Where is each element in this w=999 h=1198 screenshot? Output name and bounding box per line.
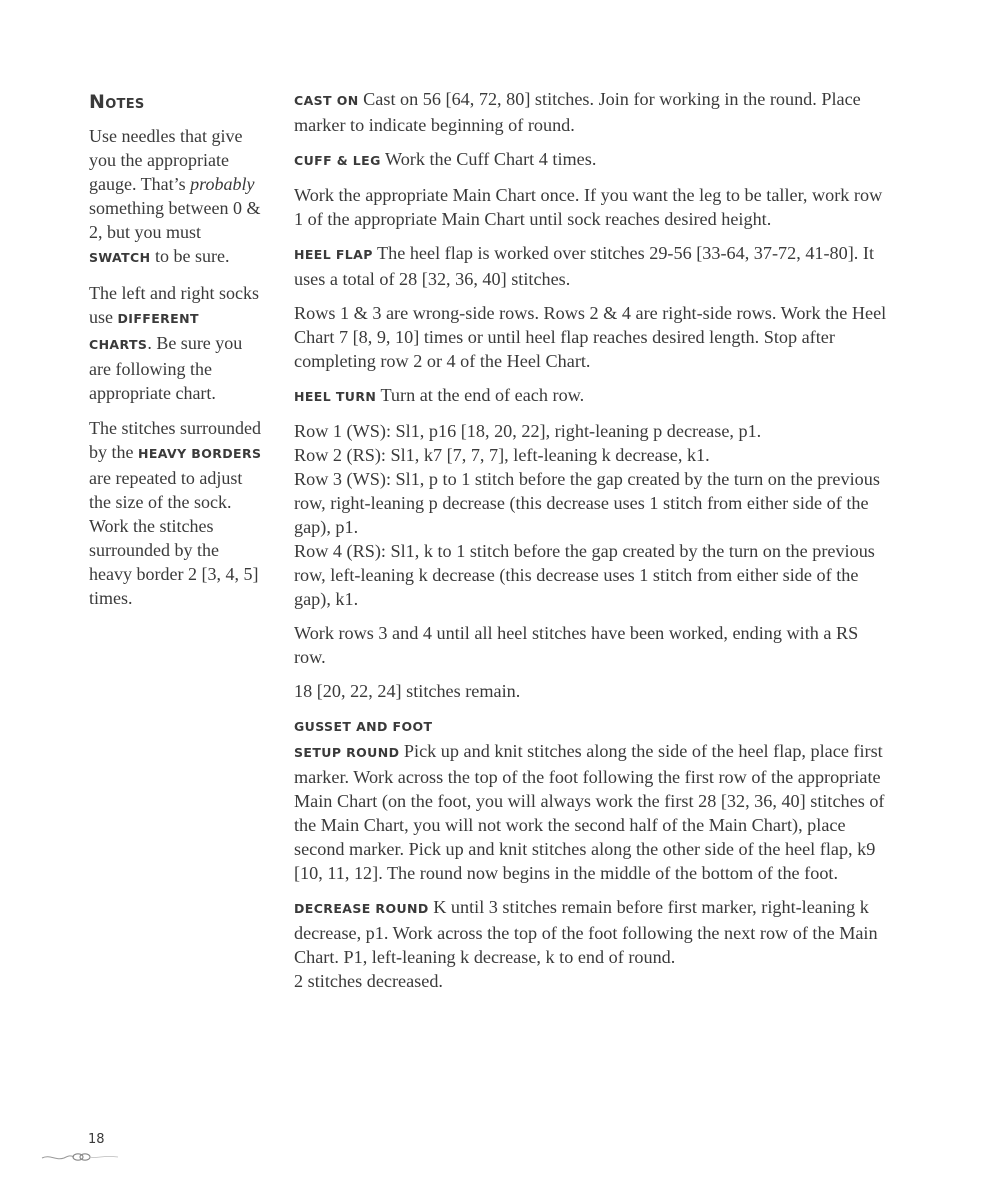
notes-text: Use needles that give you the appropriate gauge. That’s: [89, 126, 243, 194]
cast-on-paragraph: [294, 87, 894, 137]
keyword-swatch: SWATCH: [89, 250, 151, 265]
setup-round-label: SETUP ROUND: [294, 745, 400, 760]
stitches-decreased-paragraph: 2 stitches decreased.: [294, 971, 443, 991]
main-chart-paragraph: Work the appropriate Main Chart once. If you want the leg to be taller, work row 1 of the appropriate Main Chart until sock reaches desired height.: [294, 185, 883, 229]
decrease-round-paragraph: [294, 895, 894, 969]
cuff-leg-paragraph: [294, 147, 894, 173]
heel-turn-row: Row 2 (RS): Sl1, k7 [7, 7, 7], left-leaning k decrease, k1.: [294, 445, 710, 465]
notes-paragraph-charts: [89, 281, 265, 405]
heel-turn-rows: [294, 419, 894, 611]
work-rows-paragraph: Work rows 3 and 4 until all heel stitches have been worked, ending with a RS row.: [294, 623, 859, 667]
notes-text: something between 0 & 2, but you must: [89, 198, 261, 242]
heel-turn-row: Row 3 (WS): Sl1, p to 1 stitch before the gap created by the turn on the previous row, right-leaning p decrease (this decrease uses 1 stitch from either side of the gap), p1.: [294, 469, 880, 537]
notes-text: to be sure.: [150, 246, 230, 266]
heel-flap-text: The heel flap is worked over stitches 29-56 [33-64, 37-72, 41-80]. It uses a total of 28 [32, 36, 40] stitches.: [294, 243, 875, 289]
yarn-ornament-icon: [40, 1150, 120, 1164]
keyword-different-charts: DIFFERENT CHARTS: [89, 311, 199, 352]
cast-on-label: CAST ON: [294, 93, 359, 108]
heel-turn-row: Row 4 (RS): Sl1, k to 1 stitch before the gap created by the turn on the previous row, left-leaning k decrease (this decrease uses 1 stitch from either side of the gap), k1.: [294, 541, 875, 609]
notes-text: The stitches surrounded by the: [89, 418, 261, 462]
notes-emphasis: probably: [190, 174, 255, 194]
notes-text: . Be sure you are following the appropriate chart.: [89, 333, 243, 403]
cast-on-text: Cast on 56 [64, 72, 80] stitches. Join for working in the round. Place marker to indicate beginning of round.: [294, 89, 861, 135]
notes-paragraph-borders: [89, 416, 265, 610]
decrease-round-label: DECREASE ROUND: [294, 901, 429, 916]
notes-text: The left and right socks use: [89, 283, 259, 327]
heel-flap-rows-paragraph: Rows 1 & 3 are wrong-side rows. Rows 2 & 4 are right-side rows. Work the Heel Chart 7 [8, 9, 10] times or until heel flap reaches desired length. Stop after completing row 2 or 4 of the Heel Chart.: [294, 303, 887, 371]
setup-round-text: Pick up and knit stitches along the side of the heel flap, place first marker. Work across the top of the foot following the first row of the appropriate Main Chart (on the foot, you will always work the first 28 [32, 36, 40] stitches of the Main Chart, you will not work the second half of the Main Chart), place second marker. Pick up and knit stitches along the other side of the heel flap, k9 [10, 11, 12]. The round now begins in the middle of the bottom of the foot.: [294, 741, 885, 883]
notes-sidebar: [89, 90, 265, 621]
decrease-round-text: K until 3 stitches remain before first marker, right-leaning k decrease, p1. Work across the top of the foot following the next row of the Main Chart. P1, left-leaning k decrease, k to end of round.: [294, 897, 878, 967]
pattern-instructions: [294, 87, 894, 1003]
stitches-remain-paragraph: 18 [20, 22, 24] stitches remain.: [294, 681, 521, 701]
notes-title: Notes: [89, 91, 145, 113]
heel-turn-paragraph: [294, 383, 894, 409]
notes-text: are repeated to adjust the size of the sock. Work the stitches surrounded by the heavy border 2 [3, 4, 5] times.: [89, 468, 259, 608]
heel-turn-text: Turn at the end of each row.: [376, 385, 585, 405]
page-number: 18: [88, 1132, 105, 1147]
heel-flap-label: HEEL FLAP: [294, 247, 373, 262]
cuff-leg-label: CUFF & LEG: [294, 153, 381, 168]
heel-turn-label: HEEL TURN: [294, 389, 377, 404]
heel-flap-paragraph: [294, 241, 894, 291]
gusset-heading: GUSSET AND FOOT: [294, 719, 433, 734]
notes-paragraph-needles: [89, 124, 265, 270]
setup-round-paragraph: [294, 739, 894, 885]
heel-turn-row: Row 1 (WS): Sl1, p16 [18, 20, 22], right-leaning p decrease, p1.: [294, 421, 762, 441]
keyword-heavy-borders: HEAVY BORDERS: [138, 446, 262, 461]
cuff-leg-text: Work the Cuff Chart 4 times.: [380, 149, 597, 169]
